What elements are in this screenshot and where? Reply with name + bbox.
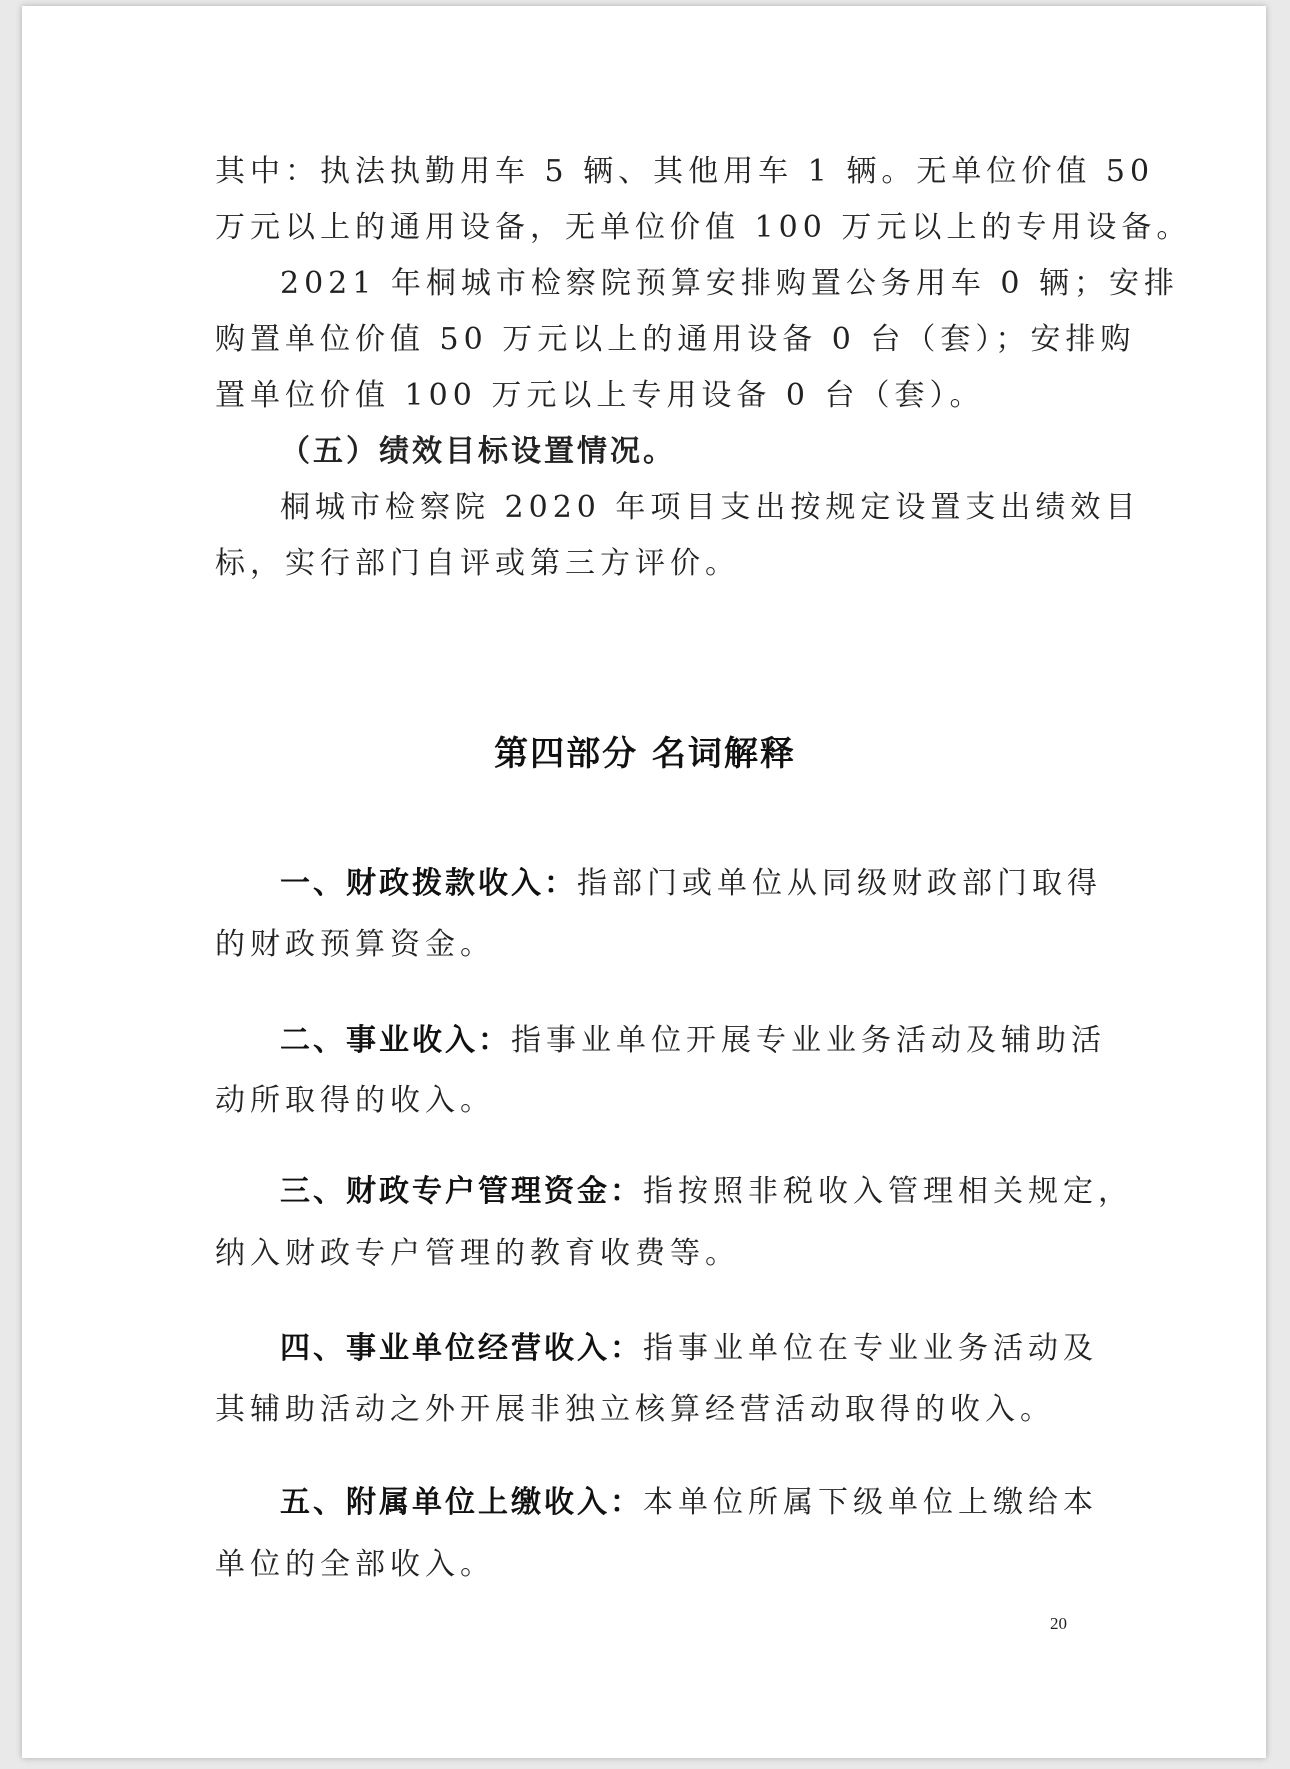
body-line: 2021 年桐城市检察院预算安排购置公务用车 0 辆；安排 [280, 266, 1180, 301]
page-number: 20 [1050, 1614, 1067, 1633]
body-line: 购置单位价值 50 万元以上的通用设备 0 台（套）；安排购 [215, 322, 1136, 357]
body-line: 其中：执法执勤用车 5 辆、其他用车 1 辆。无单位价值 50 [215, 154, 1155, 189]
definition-line: 单位的全部收入。 [215, 1547, 495, 1582]
definition-line [280, 864, 1102, 904]
definition-term: 四、事业单位经营收入： [280, 1331, 643, 1366]
definition-term: 二、事业收入： [280, 1023, 511, 1058]
subsection-heading: （五）绩效目标设置情况。 [280, 434, 676, 469]
definition-text: 指事业单位在专业业务活动及 [643, 1331, 1098, 1366]
definition-line [280, 1172, 1133, 1212]
definition-text: 本单位所属下级单位上缴给本 [643, 1485, 1098, 1520]
body-line: 万元以上的通用设备，无单位价值 100 万元以上的专用设备。 [215, 210, 1192, 245]
definition-line: 的财政预算资金。 [215, 927, 495, 962]
definition-line [280, 1329, 1098, 1369]
definition-text: 指部门或单位从同级财政部门取得 [577, 866, 1102, 901]
definition-term: 一、财政拨款收入： [280, 866, 577, 901]
body-line: 标，实行部门自评或第三方评价。 [215, 546, 740, 581]
definition-line: 动所取得的收入。 [215, 1083, 495, 1118]
section-heading: 第四部分 名词解释 [494, 734, 796, 774]
definition-term: 五、附属单位上缴收入： [280, 1485, 643, 1520]
definition-line [280, 1483, 1098, 1523]
definition-line: 纳入财政专户管理的教育收费等。 [215, 1236, 740, 1271]
definition-text: 指按照非税收入管理相关规定， [643, 1174, 1133, 1209]
body-line: 置单位价值 100 万元以上专用设备 0 台（套）。 [215, 378, 985, 413]
definition-term: 三、财政专户管理资金： [280, 1174, 643, 1209]
definition-line [280, 1021, 1106, 1061]
definition-line: 其辅助活动之外开展非独立核算经营活动取得的收入。 [215, 1392, 1055, 1427]
definition-text: 指事业单位开展专业业务活动及辅助活 [511, 1023, 1106, 1058]
body-line: 桐城市检察院 2020 年项目支出按规定设置支出绩效目 [280, 490, 1141, 525]
